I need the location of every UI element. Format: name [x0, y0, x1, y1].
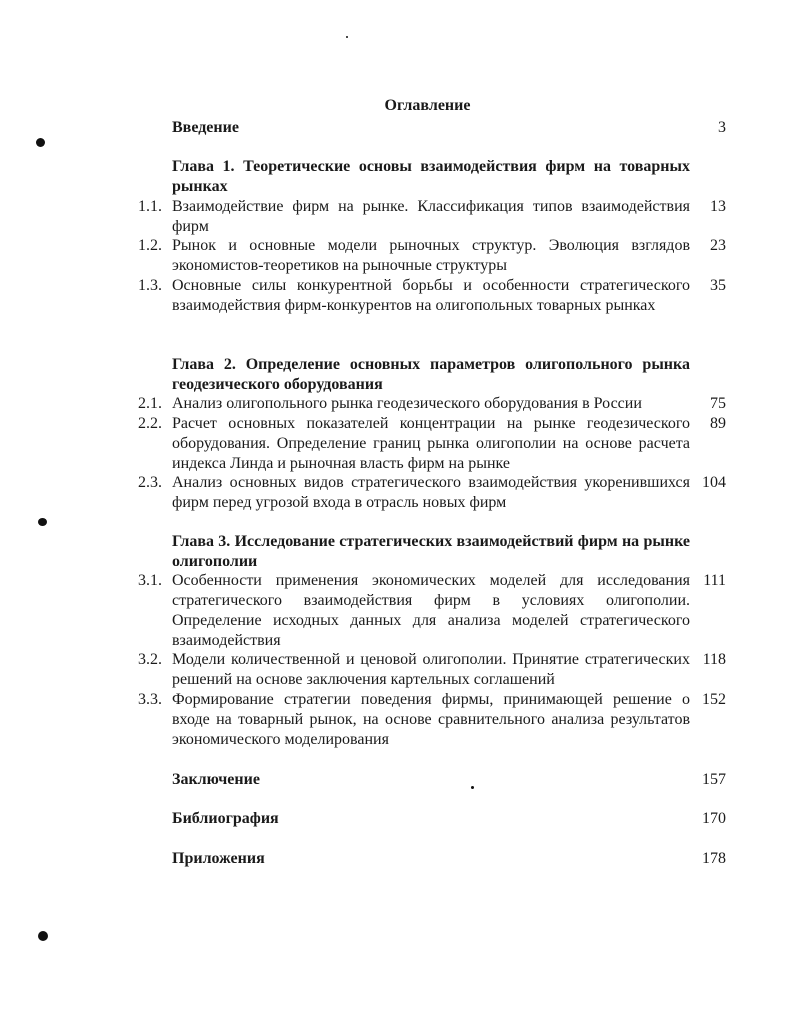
section-number: 2.2.	[138, 415, 162, 432]
toc-entry-label: Приложения	[172, 850, 265, 867]
chapter-1-heading[interactable]	[120, 157, 732, 197]
chapter-title: Глава 1. Теоретические основы взаимодействия фирм на товарных рынках	[172, 158, 690, 195]
toc-entry-page: 178	[702, 850, 726, 867]
section-number: 3.2.	[138, 651, 162, 668]
chapter-title: Глава 3. Исследование стратегических взаимодействий фирм на рынке олигополии	[172, 533, 690, 570]
toc-entry-label: Введение	[172, 119, 239, 136]
section-number: 3.3.	[138, 691, 162, 708]
toc-title: Оглавление	[384, 97, 471, 114]
section-title: Основные силы конкурентной борьбы и особенности стратегического взаимодействия фирм-конкурентов на олигопольных товарных рынках	[172, 277, 690, 314]
section-title: Модели количественной и ценовой олигополии. Принятие стратегических решений на основе заключения картельных соглашений	[172, 651, 690, 688]
section-page: 75	[710, 395, 726, 412]
section-page: 104	[702, 474, 726, 491]
section-title: Расчет основных показателей концентрации на рынке геодезического оборудования. Определение границ рынка олигополии на основе расчета индекса Линда и рыночная власть фирм на рынке	[172, 415, 690, 472]
section-page: 152	[702, 691, 726, 708]
toc-entry-page: 3	[718, 119, 726, 136]
toc-entry-3-3[interactable]	[120, 690, 732, 750]
section-number: 1.2.	[138, 237, 162, 254]
chapter-title: Глава 2. Определение основных параметров олигопольного рынка геодезического оборудования	[172, 356, 690, 393]
section-page: 111	[703, 572, 726, 589]
toc-entry-3-1[interactable]	[120, 571, 732, 651]
toc-entry-label: Заключение	[172, 771, 260, 788]
section-page: 118	[702, 651, 726, 668]
binder-hole-mark	[38, 931, 48, 941]
toc-entry-1-2[interactable]	[120, 236, 732, 276]
section-page: 35	[710, 277, 726, 294]
toc-entry-1-1[interactable]	[120, 197, 732, 237]
toc-entry-appendices[interactable]	[120, 849, 732, 869]
toc-entry-page: 170	[702, 810, 726, 827]
section-number: 2.1.	[138, 395, 162, 412]
section-title: Анализ основных видов стратегического взаимодействия укоренившихся фирм перед угрозой входа в отрасль новых фирм	[172, 474, 690, 511]
chapter-3-heading[interactable]	[120, 532, 732, 572]
binder-hole-mark	[36, 138, 45, 147]
toc-entry-2-1[interactable]	[120, 394, 732, 414]
scan-speck	[346, 36, 348, 38]
binder-hole-mark	[38, 518, 47, 526]
toc-entry-page: 157	[702, 771, 726, 788]
toc-entry-label: Библиография	[172, 810, 279, 827]
section-number: 1.1.	[138, 198, 162, 215]
section-title: Взаимодействие фирм на рынке. Классификация типов взаимодействия фирм	[172, 198, 690, 235]
toc-entry-2-3[interactable]	[120, 473, 732, 513]
toc-entry-intro[interactable]	[120, 118, 732, 138]
toc-entry-1-3[interactable]	[120, 276, 732, 336]
section-title: Анализ олигопольного рынка геодезического оборудования в России	[172, 395, 642, 412]
section-title: Формирование стратегии поведения фирмы, принимающей решение о входе на товарный рынок, на основе сравнительного анализа результатов экономического моделирования	[172, 691, 690, 748]
section-number: 3.1.	[138, 572, 162, 589]
toc-entry-2-2[interactable]	[120, 414, 732, 474]
section-title: Рынок и основные модели рыночных структур. Эволюция взглядов экономистов-теоретиков на рыночные структуры	[172, 237, 690, 274]
section-number: 2.3.	[138, 474, 162, 491]
section-page: 13	[710, 198, 726, 215]
toc-entry-3-2[interactable]	[120, 650, 732, 690]
section-title: Особенности применения экономических моделей для исследования стратегического взаимодействия фирм в условиях олигополии. Определение исходных данных для анализа моделей стратегического взаимодействия	[172, 572, 690, 649]
section-page: 89	[710, 415, 726, 432]
chapter-2-heading[interactable]	[120, 355, 732, 395]
section-page: 23	[710, 237, 726, 254]
toc-entry-conclusion[interactable]	[120, 770, 732, 790]
toc-entry-bibliography[interactable]	[120, 809, 732, 829]
section-number: 1.3.	[138, 277, 162, 294]
